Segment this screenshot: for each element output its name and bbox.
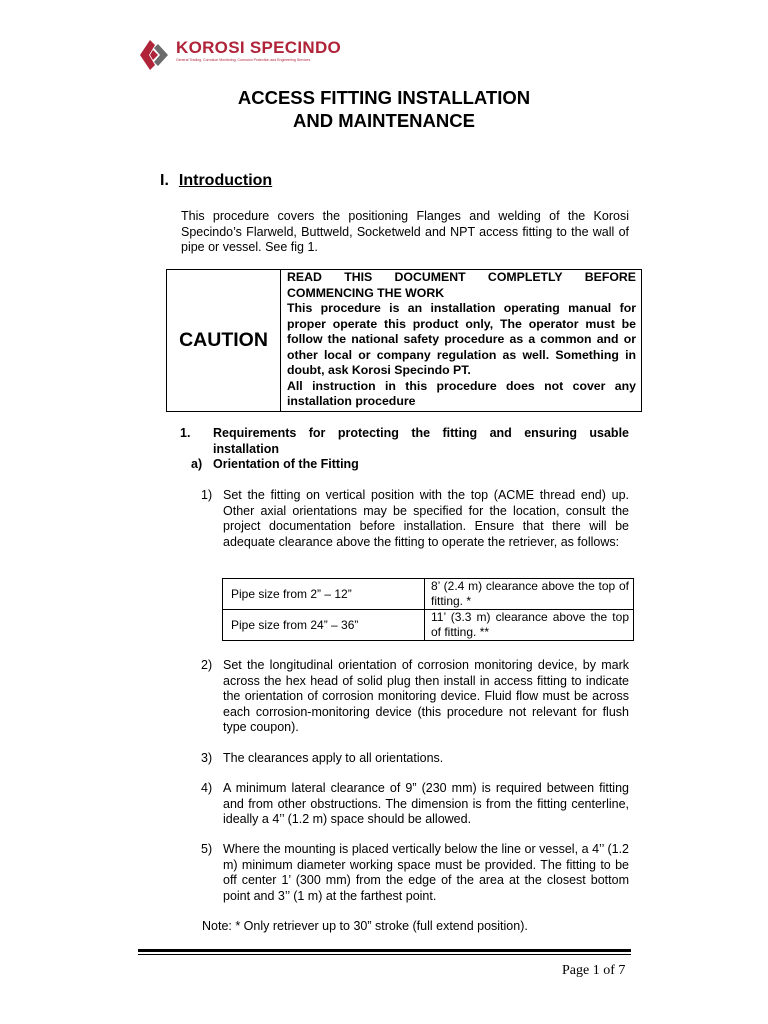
caution-line: This procedure is an installation operating manual for proper operate this product only, The operator must be follow the national safety procedure as a common and or other local or company regulation as well. Something in doubt, ask Korosi Specindo PT. bbox=[287, 301, 636, 377]
list-item-text: A minimum lateral clearance of 9” (230 mm) is required between fitting and from other obstructions. The dimension is from the fitting centerline, ideally a 4’’ (1.2 m) space should be allowed. bbox=[223, 781, 629, 826]
caution-line: All instruction in this procedure does not cover any installation procedure bbox=[287, 378, 636, 408]
list-item-number: 3) bbox=[201, 751, 213, 765]
caution-label: CAUTION bbox=[167, 270, 281, 412]
caution-line: READ THIS DOCUMENT COMPLETLY BEFORE COMMENCING THE WORK bbox=[287, 270, 636, 300]
section-title: Introduction bbox=[178, 172, 273, 189]
clearance-cell: 8’ (2.4 m) clearance above the top of fitting. * bbox=[425, 579, 634, 610]
list-item-number: 4) bbox=[201, 781, 213, 795]
requirements-number: 1. bbox=[180, 426, 191, 440]
brand-tagline: General Trading, Corrosion Monitoring, Corrosion Protection and Engineering Services bbox=[176, 58, 311, 62]
caution-box bbox=[166, 269, 642, 412]
pipe-size-cell: Pipe size from 2” – 12” bbox=[223, 579, 425, 610]
list-item-number: 5) bbox=[201, 842, 213, 856]
intro-paragraph: This procedure covers the positioning Flanges and welding of the Korosi Specindo’s Flarweld, Buttweld, Socketweld and NPT access fitting to the wall of pipe or vessel. See fig 1. bbox=[181, 209, 629, 254]
table-row bbox=[223, 610, 634, 641]
subsection-label: a) bbox=[191, 457, 203, 471]
section-heading bbox=[160, 172, 272, 190]
korosi-specindo-logo-icon bbox=[138, 38, 172, 72]
table-row bbox=[223, 579, 634, 610]
document-title-line-2: AND MAINTENANCE bbox=[293, 110, 475, 131]
list-item-text: The clearances apply to all orientations. bbox=[223, 751, 444, 765]
list-item-text: Where the mounting is placed vertically below the line or vessel, a 4’’ (1.2 m) minimum diameter working space must be provided. The fitting to be off center 1’ (300 mm) from the edge of the area at the closest bottom point and 3’’ (1 m) at the farthest point. bbox=[223, 842, 629, 903]
list-item-text: Set the longitudinal orientation of corrosion monitoring device, by mark across the hex head of solid plug then install in access fitting to indicate the orientation of corrosion monitoring device. Fluid flow must be across each corrosion-monitoring device (this procedure not relevant for flush type coupon). bbox=[223, 658, 629, 734]
clearance-table bbox=[222, 578, 634, 641]
clearance-cell: 11’ (3.3 m) clearance above the top of fitting. ** bbox=[425, 610, 634, 641]
caution-text bbox=[281, 270, 642, 412]
section-number: I. bbox=[160, 172, 169, 189]
brand-name: KOROSI SPECINDO bbox=[176, 38, 342, 57]
list-item-number: 1) bbox=[201, 488, 213, 502]
subsection-heading: Orientation of the Fitting bbox=[213, 457, 359, 471]
list-item-number: 2) bbox=[201, 658, 213, 672]
footer-divider bbox=[138, 954, 631, 955]
footer-divider bbox=[138, 949, 631, 952]
pipe-size-cell: Pipe size from 24” – 36” bbox=[223, 610, 425, 641]
document-title-line-1: ACCESS FITTING INSTALLATION bbox=[237, 87, 531, 108]
requirements-heading: Requirements for protecting the fitting and ensuring usable installation bbox=[213, 426, 629, 456]
page-number: Page 1 of 7 bbox=[562, 963, 626, 978]
list-item-text: Set the fitting on vertical position with the top (ACME thread end) up. Other axial orientations may be specified for the location, consult the project documentation before installation. Ensure that there will be adequate clearance above the fitting to operate the retriever, as follows: bbox=[223, 488, 629, 549]
footnote: Note: * Only retriever up to 30” stroke (full extend position). bbox=[202, 919, 528, 933]
